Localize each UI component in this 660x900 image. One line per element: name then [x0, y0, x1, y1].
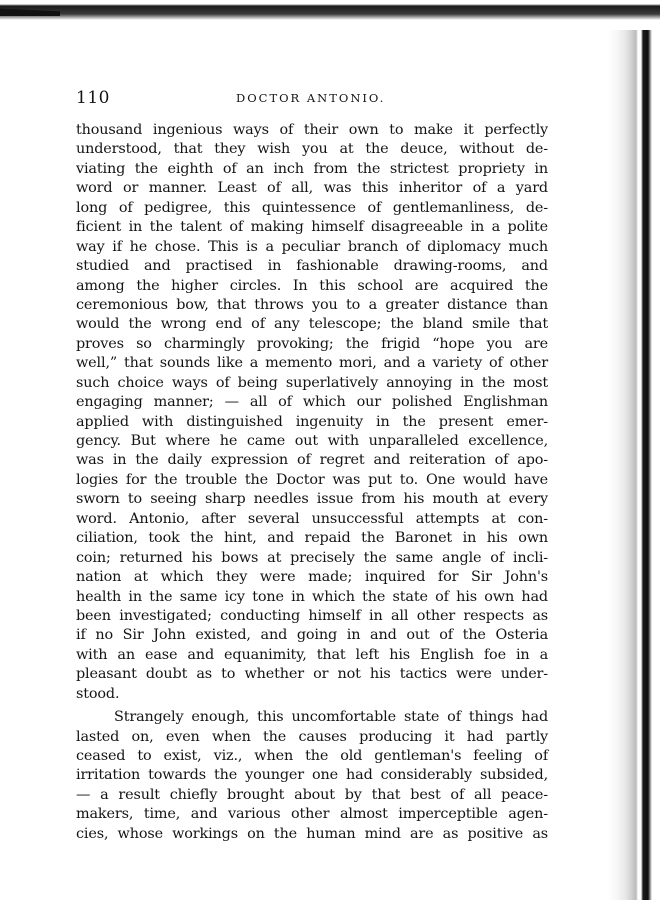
text-line: long of pedigree, this quintessence of gentlemanliness, de-	[76, 199, 548, 216]
text-line: cies, whose workings on the human mind are as positive as	[76, 825, 548, 842]
scanned-page-top-edge	[0, 0, 660, 36]
paragraph-1	[76, 121, 548, 704]
text-line: Strangely enough, this uncomfortable state of things had	[114, 709, 548, 726]
text-line: with an ease and equanimity, that left his English foe in a	[76, 646, 548, 663]
text-line: nation at which they were made; inquired for Sir John's	[76, 569, 548, 586]
text-line: pleasant doubt as to whether or not his tactics were under-	[76, 666, 548, 683]
text-line: coin; returned his bows at precisely the same angle of incli-	[76, 549, 548, 566]
text-line: been investigated; conducting himself in all other respects as	[76, 607, 548, 624]
text-line: such choice ways of being superlatively annoying in the most	[76, 374, 548, 391]
text-line: thousand ingenious ways of their own to make it perfectly	[76, 122, 548, 138]
text-line: ceremonious bow, that throws you to a greater distance than	[76, 296, 548, 313]
text-line: irritation towards the younger one had considerably subsided,	[76, 767, 548, 784]
text-line: understood, that they wish you at the deuce, without de-	[76, 141, 548, 158]
text-line: — a result chiefly brought about by that best of all peace-	[76, 786, 548, 803]
text-line: lasted on, even when the causes producing it had partly	[76, 728, 548, 745]
paragraph-2	[76, 708, 548, 844]
text-line: logies for the trouble the Doctor was put to. One would have	[76, 471, 548, 488]
book-page	[76, 88, 548, 844]
text-line: viating the eighth of an inch from the strictest propriety in	[76, 160, 548, 177]
text-line: if no Sir John existed, and going in and out of the Osteria	[76, 627, 548, 644]
text-line: way if he chose. This is a peculiar branch of diplomacy much	[76, 238, 548, 255]
text-line: ciliation, took the hint, and repaid the Baronet in his own	[76, 530, 548, 547]
text-line: proves so charmingly provoking; the frigid “hope you are	[76, 335, 548, 352]
running-title: DOCTOR ANTONIO.	[236, 91, 386, 105]
text-line: word. Antonio, after several unsuccessful attempts at con-	[76, 510, 548, 527]
text-line: applied with distinguished ingenuity in the present emer-	[76, 413, 548, 430]
text-line: ficient in the talent of making himself disagreeable in a polite	[76, 219, 548, 236]
page-number: 110	[76, 88, 110, 108]
text-line: engaging manner; — all of which our polished Englishman	[76, 394, 548, 411]
text-line: well,” that sounds like a memento mori, and a variety of other	[76, 355, 548, 372]
text-line: word or manner. Least of all, was this inheritor of a yard	[76, 180, 548, 197]
body-text	[76, 121, 548, 844]
text-line: studied and practised in fashionable drawing-rooms, and	[76, 258, 548, 275]
text-line: would the wrong end of any telescope; the bland smile that	[76, 316, 548, 333]
text-line: stood.	[76, 685, 120, 702]
text-line: makers, time, and various other almost imperceptible agen-	[76, 806, 548, 823]
text-line: ceased to exist, viz., when the old gentleman's feeling of	[76, 748, 548, 764]
text-line: health in the same icy tone in which the state of his own had	[76, 588, 548, 605]
text-line: gency. But where he came out with unparalleled excellence,	[76, 433, 548, 449]
text-line: was in the daily expression of regret and reiteration of apo-	[76, 452, 548, 469]
text-line: sworn to seeing sharp needles issue from his mouth at every	[76, 491, 548, 508]
running-head	[76, 88, 548, 112]
scanned-page-right-edge	[608, 30, 660, 900]
text-line: among the higher circles. In this school are acquired the	[76, 277, 548, 294]
